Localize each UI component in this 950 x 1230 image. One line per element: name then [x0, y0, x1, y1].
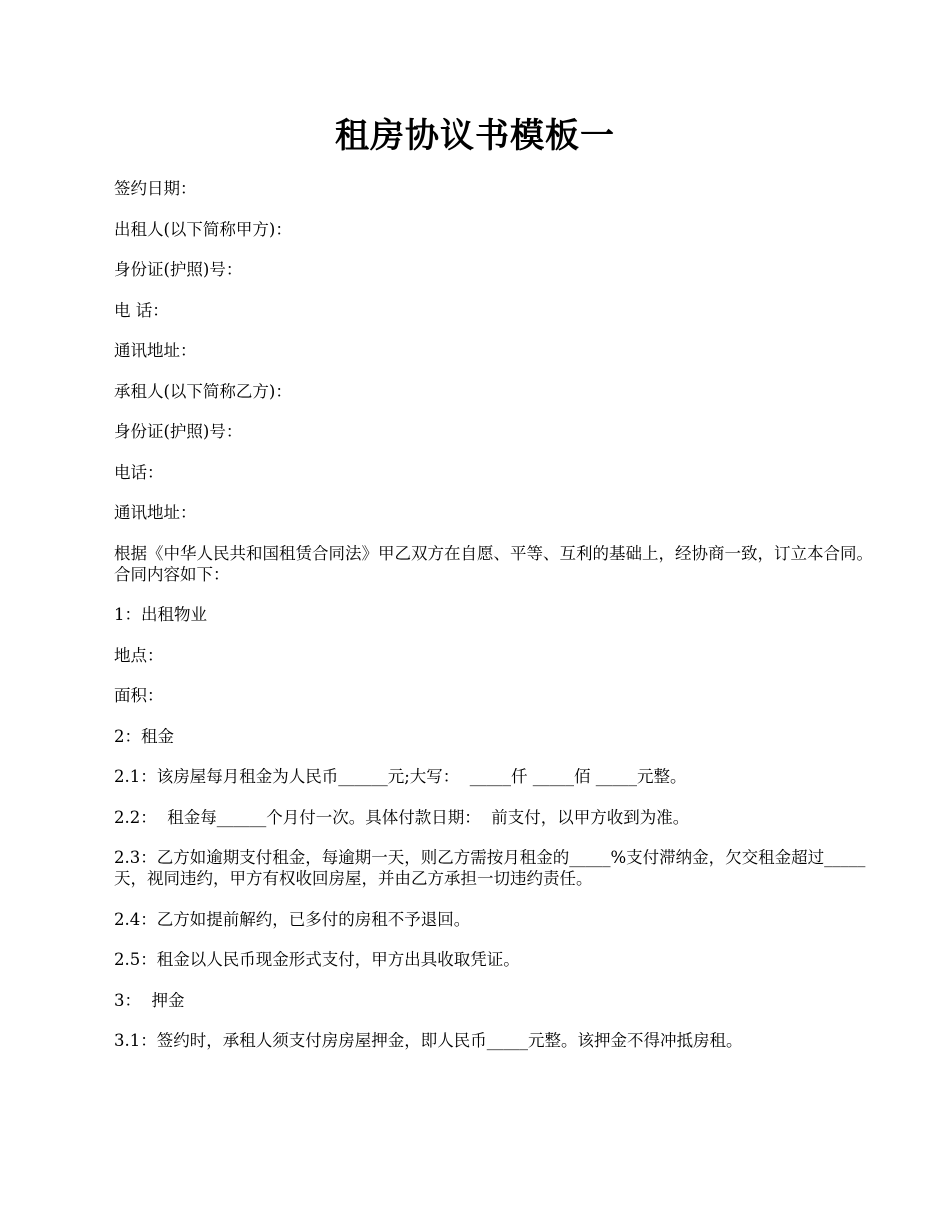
clause-2-2: 2.2： 租金每______个月付一次。具体付款日期： 前支付，以甲方收到为准。	[114, 807, 690, 827]
lessee-id-line: 身份证(护照)号：	[114, 422, 243, 441]
lessor-id-line: 身份证(护照)号：	[114, 260, 243, 279]
clause-2-4: 2.4：乙方如提前解约，已多付的房租不予退回。	[114, 909, 471, 929]
clause-2-1: 2.1：该房屋每月租金为人民币______元;大写： _____仟 _____佰 _____元整。	[114, 767, 687, 786]
lessee-phone-line: 电话：	[114, 462, 164, 482]
lessor-phone-line: 电 话：	[114, 300, 169, 320]
preamble-paragraph: 根据《中华人民共和国租赁合同法》甲乙双方在自愿、平等、互利的基础上，经协商一致，订立本合同。合同内容如下：	[114, 543, 873, 584]
section-2-heading: 2：租金	[114, 726, 174, 746]
lessee-address-line: 通讯地址：	[114, 503, 197, 522]
document-title: 租房协议书模板一	[335, 116, 615, 156]
lessor-line: 出租人(以下简称甲方)：	[114, 219, 292, 239]
document-body	[114, 178, 874, 1071]
location-line: 地点：	[114, 645, 164, 665]
lessor-address-line: 通讯地址：	[114, 341, 197, 360]
section-1-heading: 1：出租物业	[114, 605, 207, 624]
signing-date-line: 签约日期：	[114, 179, 197, 198]
clause-2-5: 2.5：租金以人民币现金形式支付，甲方出具收取凭证。	[114, 950, 520, 969]
section-3-heading: 3： 押金	[114, 990, 185, 1010]
area-line: 面积：	[114, 686, 164, 705]
clause-3-1: 3.1：签约时，承租人须支付房房屋押金，即人民币_____元整。该押金不得冲抵房租。	[114, 1031, 743, 1050]
clause-2-3: 2.3：乙方如逾期支付租金，每逾期一天，则乙方需按月租金的_____%支付滞纳金，欠交租金超过_____天，视同违约，甲方有权收回房屋，并由乙方承担一切违约责任。	[114, 848, 866, 888]
lessee-line: 承租人(以下简称乙方)：	[114, 381, 292, 401]
